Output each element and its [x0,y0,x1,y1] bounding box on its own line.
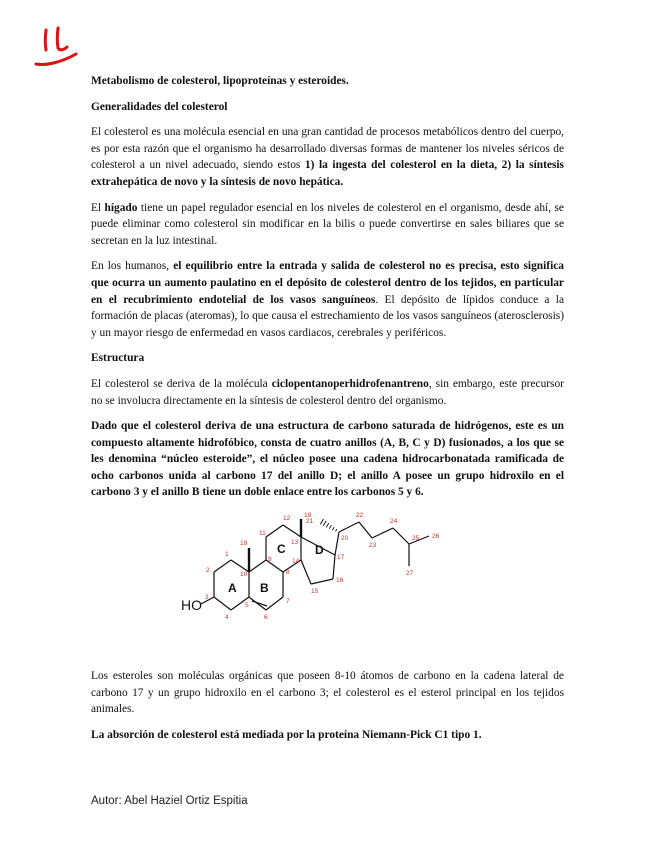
bond-line [320,519,323,524]
atom-number-14: 14 [292,558,300,566]
atom-number-4: 4 [225,614,229,622]
bond-line [214,597,231,610]
ring-label-b: B [260,581,269,596]
paragraph-estructura-1 [91,376,564,409]
atom-number-23: 23 [369,542,377,550]
atom-number-21: 21 [306,518,314,526]
atom-number-22: 22 [356,512,364,520]
bond-line [333,555,335,579]
bond-line [283,525,301,537]
bond-line [335,532,339,555]
atom-number-20: 20 [341,535,349,543]
atom-number-19: 19 [240,540,248,548]
atom-number-18: 18 [304,512,312,520]
atom-number-12: 12 [283,515,291,523]
text-span: , sin embargo, este precursor no se involucra directamente en la síntesis de colesterol dentro del organismo. [91,377,564,407]
atom-number-13: 13 [291,539,299,547]
text-span: En los humanos, [91,260,174,273]
hydroxyl-label: HO [181,597,202,614]
document-title: Metabolismo de colesterol, lipoproteínas y esteroides. [91,75,349,87]
bond-line [266,597,283,610]
ring-label-a: A [228,581,237,596]
paragraph-generalidades-3 [91,258,564,341]
bond-line [329,525,331,529]
atom-number-2: 2 [206,567,210,575]
bond-line [332,527,334,530]
text-span: El colesterol es una molécula esencial en una gran cantidad de procesos metabólicos dentro del cuerpo, es por esta razón que el organismo ha desarrollado diversas formas de mantener los niveles séricos de colesterol a un nivel adecuado, siendo estos [91,126,564,172]
atom-number-1: 1 [225,551,229,559]
bond-line [214,560,231,572]
paragraph-estructura-2 [91,418,564,501]
bond-line [249,560,266,572]
atom-number-15: 15 [311,588,319,596]
atom-number-27: 27 [406,570,414,578]
paragraph-estructura-4 [91,727,564,744]
bond-line [372,528,393,538]
atom-number-6: 6 [264,614,268,622]
text-span: tiene un papel regulador esencial en los niveles de colesterol en el organismo, desde ahí, se puede eliminar como colesterol sin modificar en la bilis o puede convertirse en sales biliares que se secretan en la luz intestinal. [91,201,564,247]
atom-number-3: 3 [205,594,209,602]
atom-number-16: 16 [336,577,344,585]
atom-number-7: 7 [286,598,290,606]
ring-label-c: C [277,542,286,557]
bold-span: 1) la ingesta del colesterol en la dieta, 2) la síntesis extrahepática de novo y la síntesis de novo hepática. [91,159,564,188]
document-body [91,73,564,752]
bond-line [326,523,328,527]
atom-number-24: 24 [390,518,398,526]
ring-label-d: D [315,543,324,558]
bond-line [266,525,283,537]
text-span: El [91,201,105,214]
atom-number-26: 26 [432,533,440,541]
atom-number-17: 17 [337,554,345,562]
paragraph-generalidades-2 [91,200,564,250]
bond-line [335,529,336,531]
atom-number-9: 9 [268,556,272,564]
cholesterol-structure-figure [91,510,564,658]
atom-number-11: 11 [259,530,266,538]
text-span: . El depósito de lípidos conduce a la formación de placas (ateromas), lo que causa el estrechamiento de los vasos sanguíneos (aterosclerosis) y un mayor riesgo de enfermedad en vasos cardiacos, cerebrales y periféricos. [91,293,564,339]
paragraph-estructura-3: Los esteroles son moléculas orgánicas que poseen 8-10 átomos de carbono en la cadena lateral de carbono 17 y un grupo hidroxilo en el carbono 3; el colesterol es el esterol principal en los tejidos animales. [91,670,564,716]
atom-number-25: 25 [412,535,420,543]
heading-estructura: Estructura [91,352,145,365]
author-line: Autor: Abel Haziel Ortiz Espitia [91,795,248,807]
bond-line [359,522,372,538]
bold-span: Dado que el colesterol deriva de una estructura de carbono saturada de hidrógenos, este es un compuesto altamente hidrofóbico, consta de cuatro anillos (A, B, C y D) fusionados, a los que se les denomina “núcleo esteroide”, el núcleo posee una cadena hidrocarbonatada ramificada de ocho carbonos unida al carbono 17 del anillo D; el anillo A posee un grupo hidroxilo en el carbono 3 y el anillo B tiene un doble enlace entre los carbonos 5 y 6. [91,420,564,499]
handwritten-mark [32,26,84,72]
bond-line [339,522,359,532]
atom-number-10: 10 [240,571,248,579]
cholesterol-structure-diagram [179,510,479,658]
bold-span: ciclopentanoperhidrofenantreno [271,377,429,390]
text-span: El colesterol se deriva de la molécula [91,377,272,390]
bond-line [249,597,266,610]
bond-line [301,560,311,584]
bond-line [311,579,333,584]
bold-span: La absorción de colesterol está mediada por la proteína Niemann-Pick C1 tipo 1. [91,728,482,741]
heading-generalidades: Generalidades del colesterol [91,100,228,113]
bond-line [323,521,326,526]
atom-number-8: 8 [286,569,290,577]
paragraph-generalidades-1 [91,124,564,190]
atom-number-5: 5 [245,602,249,610]
bold-span: hígado [104,201,138,214]
bond-line [393,528,409,544]
bold-span: el equilibrio entre la entrada y salida de colesterol no es precisa, esto significa que ocurra un aumento paulatino en el depósito de colesterol dentro de los tejidos, en particular en el recubrimiento endotelial de los vasos sanguíneos [91,260,564,306]
